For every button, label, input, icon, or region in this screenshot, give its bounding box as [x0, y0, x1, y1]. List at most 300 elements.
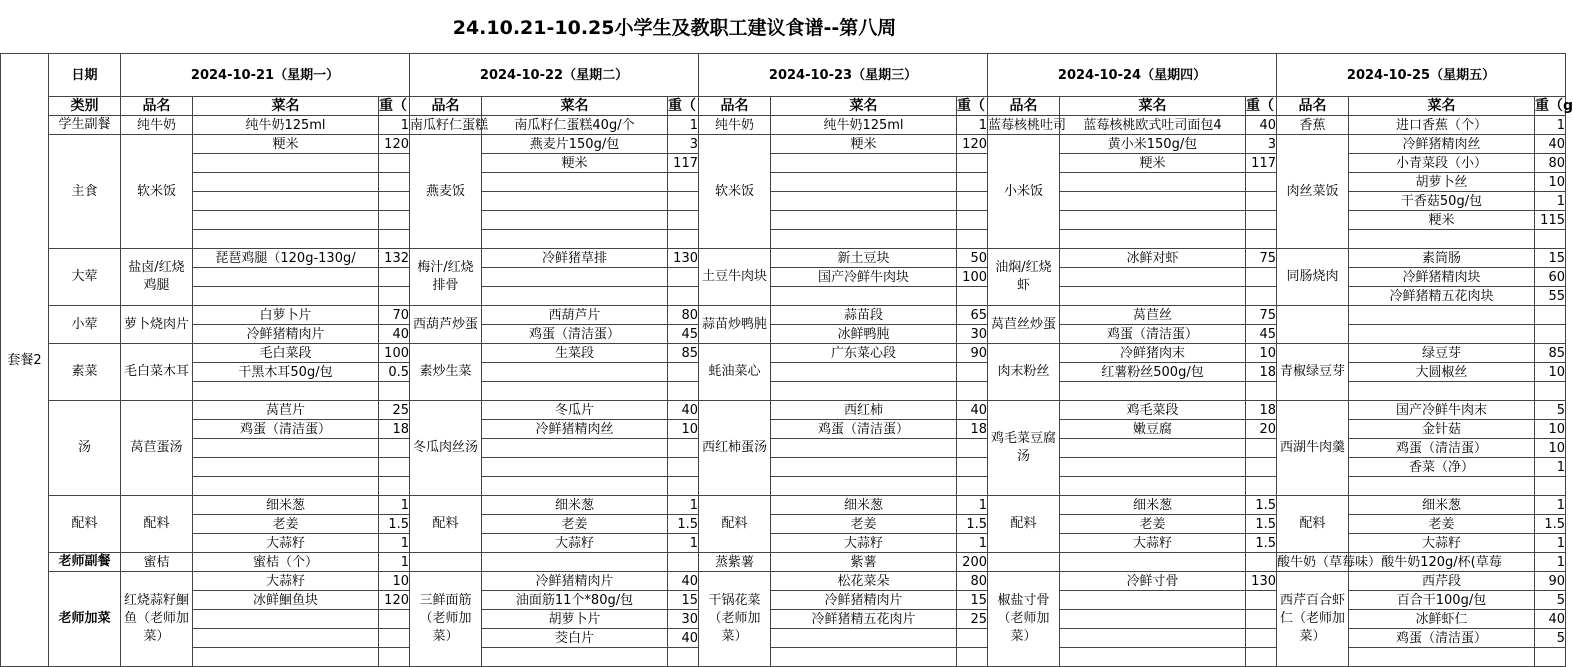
ingredient-cell: 百合干100g/包 — [1349, 591, 1535, 610]
dish-cell: 配料 — [699, 496, 771, 553]
ingredient-cell: 粳米 — [193, 135, 379, 154]
weight-cell — [668, 230, 699, 249]
weight-cell: 115 — [1535, 211, 1566, 230]
ingredient-cell — [771, 382, 957, 401]
weight-cell — [379, 287, 410, 306]
ingredient-cell: 西葫芦片 — [482, 306, 668, 325]
ingredient-cell — [193, 287, 379, 306]
ingredient-cell — [1349, 325, 1535, 344]
weight-cell: 85 — [668, 344, 699, 363]
weight-cell: 1 — [957, 116, 988, 135]
ingredient-cell: 细米葱 — [193, 496, 379, 515]
dish-cell: 冬瓜肉丝汤 — [410, 401, 482, 496]
ingredient-cell — [193, 268, 379, 287]
ingredient-cell — [1060, 591, 1246, 610]
ingredient-cell: 进口香蕉（个） — [1349, 116, 1535, 135]
table-row — [1, 249, 1566, 268]
weight-cell: 10 — [1535, 420, 1566, 439]
category-cell: 素菜 — [49, 344, 121, 401]
table-row — [1, 496, 1566, 515]
ingredient-cell: 酸牛奶120g/杯(草莓 — [1349, 553, 1535, 572]
weight-cell: 120 — [379, 135, 410, 154]
dish-cell: 西湖牛肉羹 — [1277, 401, 1349, 496]
weight-cell: 80 — [668, 306, 699, 325]
weight-cell: 1 — [1535, 458, 1566, 477]
category-header: 类别 — [49, 97, 121, 116]
weight-cell — [379, 192, 410, 211]
dish-cell: 蓝莓核桃吐司 — [988, 117, 1067, 133]
weight-cell: 25 — [957, 610, 988, 629]
ingredient-cell: 冷鲜猪草排 — [482, 249, 668, 268]
ingredient-cell — [482, 458, 668, 477]
ingredient-cell — [1349, 477, 1535, 496]
weight-cell: 1 — [668, 116, 699, 135]
table-row — [1, 306, 1566, 325]
set-label: 套餐2 — [1, 54, 49, 667]
ingredient-cell — [771, 439, 957, 458]
ingredient-cell: 西芹段 — [1349, 572, 1535, 591]
ingredient-cell: 粳米 — [771, 135, 957, 154]
ingredient-header: 菜名 — [1060, 97, 1246, 116]
weight-cell: 40 — [668, 629, 699, 648]
ingredient-cell: 紫薯 — [771, 553, 957, 572]
ingredient-cell: 南瓜籽仁蛋糕40g/个 — [482, 116, 668, 135]
weight-cell: 5 — [1535, 591, 1566, 610]
weight-cell — [1246, 268, 1277, 287]
weight-cell — [379, 154, 410, 173]
weight-cell — [379, 610, 410, 629]
ingredient-cell: 琵琶鸡腿（120g-130g/ — [193, 249, 379, 268]
ingredient-cell: 鸡蛋（清洁蛋） — [482, 325, 668, 344]
ingredient-cell: 小青菜段（小） — [1349, 154, 1535, 173]
weight-cell: 80 — [957, 572, 988, 591]
ingredient-cell — [1060, 553, 1246, 572]
day-header: 2024-10-21（星期一） — [121, 54, 410, 97]
ingredient-cell: 老姜 — [193, 515, 379, 534]
ingredient-cell: 胡萝卜片 — [482, 610, 668, 629]
ingredient-cell — [1060, 382, 1246, 401]
weight-cell: 10 — [379, 572, 410, 591]
dish-cell: 椒盐寸骨（老师加菜） — [988, 572, 1060, 667]
ingredient-cell — [1060, 610, 1246, 629]
weight-cell: 18 — [1246, 401, 1277, 420]
ingredient-cell — [482, 363, 668, 382]
dish-cell: 土豆牛肉块 — [699, 249, 771, 306]
ingredient-header: 菜名 — [482, 97, 668, 116]
ingredient-cell: 大蒜籽 — [1060, 534, 1246, 553]
weight-cell: 200 — [957, 553, 988, 572]
date-label: 日期 — [49, 54, 121, 97]
ingredient-cell: 细米葱 — [482, 496, 668, 515]
weight-header: 重（ — [957, 97, 988, 116]
ingredient-cell: 老姜 — [1060, 515, 1246, 534]
weight-cell — [668, 211, 699, 230]
ingredient-cell: 冰鲜鮰鱼块 — [193, 591, 379, 610]
ingredient-cell: 细米葱 — [1349, 496, 1535, 515]
ingredient-cell: 香菜（净） — [1349, 458, 1535, 477]
weight-cell: 1 — [1535, 192, 1566, 211]
ingredient-cell: 大蒜籽 — [193, 572, 379, 591]
dish-cell: 配料 — [988, 496, 1060, 553]
table-row — [1, 116, 1566, 135]
category-cell: 老师副餐 — [49, 553, 121, 572]
weight-cell — [1535, 648, 1566, 667]
ingredient-cell: 莴苣片 — [193, 401, 379, 420]
ingredient-cell: 鸡蛋（清洁蛋） — [1060, 325, 1246, 344]
weight-cell: 85 — [1535, 344, 1566, 363]
ingredient-cell: 大蒜籽 — [193, 534, 379, 553]
weight-header: 重（ — [1246, 97, 1277, 116]
weight-cell: 18 — [1246, 363, 1277, 382]
weight-cell: 1.5 — [1246, 534, 1277, 553]
weight-cell — [957, 477, 988, 496]
ingredient-cell: 冷鲜猪精肉丝 — [1349, 135, 1535, 154]
dish-cell: 肉末粉丝 — [988, 344, 1060, 401]
ingredient-cell: 松花菜朵 — [771, 572, 957, 591]
ingredient-cell — [193, 610, 379, 629]
ingredient-cell — [771, 192, 957, 211]
dish-header: 品名 — [988, 97, 1060, 116]
table-row — [1, 401, 1566, 420]
ingredient-cell — [482, 192, 668, 211]
ingredient-header: 菜名 — [1349, 97, 1535, 116]
weight-cell — [957, 439, 988, 458]
weight-cell: 1 — [668, 534, 699, 553]
weight-cell — [379, 477, 410, 496]
ingredient-cell: 黄小米150g/包 — [1060, 135, 1246, 154]
ingredient-cell: 细米葱 — [771, 496, 957, 515]
dish-cell: 燕麦饭 — [410, 135, 482, 249]
dish-cell: 青椒绿豆芽 — [1277, 344, 1349, 401]
weight-cell: 1 — [957, 534, 988, 553]
weight-cell: 15 — [957, 591, 988, 610]
weight-cell — [1246, 230, 1277, 249]
ingredient-cell — [771, 648, 957, 667]
ingredient-cell — [482, 477, 668, 496]
ingredient-cell: 老姜 — [482, 515, 668, 534]
day-header: 2024-10-22（星期二） — [410, 54, 699, 97]
table-row — [1, 344, 1566, 363]
weight-cell — [1535, 306, 1566, 325]
weight-cell: 1 — [379, 116, 410, 135]
ingredient-cell: 粳米 — [1349, 211, 1535, 230]
weight-cell — [957, 154, 988, 173]
ingredient-cell: 毛白菜段 — [193, 344, 379, 363]
weight-cell: 18 — [957, 420, 988, 439]
weight-cell: 3 — [668, 135, 699, 154]
weight-cell — [1246, 287, 1277, 306]
ingredient-cell: 冷鲜猪精肉片 — [193, 325, 379, 344]
weight-header: 重（g — [1535, 97, 1573, 114]
weight-cell: 1 — [1535, 534, 1566, 553]
weight-cell — [379, 211, 410, 230]
ingredient-cell — [1060, 268, 1246, 287]
ingredient-cell — [1060, 629, 1246, 648]
weight-cell — [1246, 477, 1277, 496]
weight-cell — [1246, 553, 1277, 572]
weight-cell — [1246, 458, 1277, 477]
weight-cell — [957, 458, 988, 477]
dish-cell: 盐卤/红烧鸡腿 — [121, 249, 193, 306]
ingredient-cell: 大圆椒丝 — [1349, 363, 1535, 382]
dish-cell: 梅汁/红烧排骨 — [410, 249, 482, 306]
ingredient-cell: 燕麦片150g/包 — [482, 135, 668, 154]
dish-header: 品名 — [121, 97, 193, 116]
category-cell: 老师加菜 — [49, 572, 121, 667]
ingredient-cell: 冷鲜猪精肉片 — [482, 572, 668, 591]
weight-cell: 1.5 — [668, 515, 699, 534]
weight-cell: 40 — [1535, 610, 1566, 629]
dish-cell: 配料 — [1277, 496, 1349, 553]
ingredient-cell — [1060, 192, 1246, 211]
weight-cell: 1.5 — [1535, 515, 1566, 534]
weight-cell — [1246, 591, 1277, 610]
ingredient-cell: 细米葱 — [1060, 496, 1246, 515]
ingredient-cell: 冷鲜猪精肉片 — [771, 591, 957, 610]
weight-cell — [1246, 211, 1277, 230]
weight-cell: 70 — [379, 306, 410, 325]
weight-cell — [379, 648, 410, 667]
ingredient-cell — [771, 458, 957, 477]
category-cell: 主食 — [49, 135, 121, 249]
ingredient-cell: 老姜 — [771, 515, 957, 534]
ingredient-cell: 粳米 — [482, 154, 668, 173]
ingredient-cell: 茭白片 — [482, 629, 668, 648]
weight-cell: 50 — [957, 249, 988, 268]
ingredient-cell — [1349, 306, 1535, 325]
ingredient-header: 菜名 — [193, 97, 379, 116]
weight-cell — [957, 382, 988, 401]
weight-cell: 45 — [1246, 325, 1277, 344]
weight-cell: 120 — [379, 591, 410, 610]
weight-cell: 1 — [1535, 553, 1566, 572]
ingredient-cell: 西红柿 — [771, 401, 957, 420]
weight-cell — [1535, 477, 1566, 496]
category-cell: 汤 — [49, 401, 121, 496]
ingredient-cell: 冷鲜猪精肉块 — [1349, 268, 1535, 287]
weight-cell: 1 — [1535, 116, 1566, 135]
ingredient-cell: 鸡蛋（清洁蛋） — [193, 420, 379, 439]
ingredient-cell: 粳米 — [1060, 154, 1246, 173]
dish-cell: 油焖/红烧虾 — [988, 249, 1060, 306]
ingredient-cell — [193, 192, 379, 211]
weight-cell: 1 — [668, 496, 699, 515]
ingredient-cell: 大蒜籽 — [1349, 534, 1535, 553]
ingredient-cell: 广东菜心段 — [771, 344, 957, 363]
weight-cell — [668, 192, 699, 211]
ingredient-cell: 鸡毛菜段 — [1060, 401, 1246, 420]
ingredient-cell — [1349, 230, 1535, 249]
ingredient-cell: 冰鲜虾仁 — [1349, 610, 1535, 629]
weight-cell: 80 — [1535, 154, 1566, 173]
ingredient-cell: 冷鲜猪精五花肉块 — [1349, 287, 1535, 306]
ingredient-cell — [193, 211, 379, 230]
ingredient-cell: 国产冷鲜牛肉末 — [1349, 401, 1535, 420]
weight-cell: 25 — [379, 401, 410, 420]
weight-cell — [668, 458, 699, 477]
ingredient-cell — [193, 477, 379, 496]
dish-cell: 肉丝菜饭 — [1277, 135, 1349, 249]
weight-cell: 20 — [1246, 420, 1277, 439]
weight-cell — [379, 629, 410, 648]
weight-cell — [379, 173, 410, 192]
ingredient-cell — [482, 382, 668, 401]
weight-cell: 130 — [668, 249, 699, 268]
ingredient-cell — [1349, 382, 1535, 401]
weight-cell — [957, 287, 988, 306]
dish-cell — [988, 553, 1060, 572]
ingredient-cell — [193, 382, 379, 401]
ingredient-cell: 干黑木耳50g/包 — [193, 363, 379, 382]
ingredient-cell — [193, 629, 379, 648]
weight-cell — [668, 363, 699, 382]
weight-cell: 75 — [1246, 306, 1277, 325]
ingredient-cell — [482, 553, 668, 572]
ingredient-cell — [771, 211, 957, 230]
weight-cell: 30 — [668, 610, 699, 629]
weight-cell — [1535, 382, 1566, 401]
dish-cell: 红烧蒜籽鮰鱼（老师加菜） — [121, 572, 193, 667]
ingredient-cell: 蓝莓核桃欧式吐司面包4 — [1060, 116, 1246, 135]
dish-header: 品名 — [699, 97, 771, 116]
weight-cell — [957, 173, 988, 192]
dish-cell: 蒸紫薯 — [699, 553, 771, 572]
weight-cell — [957, 363, 988, 382]
dish-cell: 配料 — [121, 496, 193, 553]
weight-cell — [957, 230, 988, 249]
ingredient-cell — [1060, 477, 1246, 496]
dish-cell — [410, 553, 482, 572]
weight-cell — [1535, 230, 1566, 249]
weight-cell — [1246, 629, 1277, 648]
weight-cell — [668, 287, 699, 306]
category-cell: 配料 — [49, 496, 121, 553]
ingredient-cell — [771, 363, 957, 382]
category-cell: 大荤 — [49, 249, 121, 306]
ingredient-cell — [1060, 230, 1246, 249]
weight-cell: 100 — [957, 268, 988, 287]
dish-cell: 西葫芦炒蛋 — [410, 306, 482, 344]
dish-cell: 素炒生菜 — [410, 344, 482, 401]
weight-cell: 1 — [379, 496, 410, 515]
weight-cell: 1 — [379, 553, 410, 572]
weight-cell — [1535, 325, 1566, 344]
dish-cell: 小米饭 — [988, 135, 1060, 249]
weight-cell — [957, 211, 988, 230]
ingredient-cell — [482, 268, 668, 287]
ingredient-cell — [771, 287, 957, 306]
ingredient-cell — [1060, 648, 1246, 667]
dish-cell: 蒜苗炒鸭肫 — [699, 306, 771, 344]
weight-cell — [379, 458, 410, 477]
dish-cell: 西芹百合虾仁（老师加菜） — [1277, 572, 1349, 667]
dish-cell: 纯牛奶 — [699, 116, 771, 135]
ingredient-cell: 大蒜籽 — [482, 534, 668, 553]
ingredient-cell: 素筒肠 — [1349, 249, 1535, 268]
ingredient-cell: 冷鲜猪肉末 — [1060, 344, 1246, 363]
ingredient-cell: 冷鲜猪精肉丝 — [482, 420, 668, 439]
ingredient-cell — [482, 173, 668, 192]
ingredient-cell: 红薯粉丝500g/包 — [1060, 363, 1246, 382]
weight-cell — [1246, 648, 1277, 667]
weight-cell: 45 — [668, 325, 699, 344]
weight-cell — [379, 230, 410, 249]
weight-cell: 90 — [957, 344, 988, 363]
dish-cell: 萝卜烧肉片 — [121, 306, 193, 344]
weight-cell — [668, 553, 699, 572]
weight-cell — [1246, 382, 1277, 401]
weight-cell — [668, 648, 699, 667]
ingredient-cell — [193, 458, 379, 477]
weight-cell: 1.5 — [1246, 496, 1277, 515]
ingredient-cell — [1060, 173, 1246, 192]
ingredient-cell — [193, 230, 379, 249]
ingredient-cell — [771, 154, 957, 173]
dish-cell: 毛白菜木耳 — [121, 344, 193, 401]
date-row — [1, 54, 1566, 97]
ingredient-cell: 绿豆芽 — [1349, 344, 1535, 363]
dish-cell: 三鲜面筋（老师加菜） — [410, 572, 482, 667]
sheet-title: 24.10.21-10.25小学生及教职工建议食谱--第八周 — [0, 0, 1349, 54]
weight-cell: 40 — [668, 401, 699, 420]
weight-cell — [1246, 610, 1277, 629]
ingredient-cell: 新土豆块 — [771, 249, 957, 268]
dish-cell: 同肠烧肉 — [1277, 249, 1349, 306]
day-header: 2024-10-24（星期四） — [988, 54, 1277, 97]
weight-cell: 10 — [1246, 344, 1277, 363]
ingredient-cell — [193, 439, 379, 458]
weight-cell: 30 — [957, 325, 988, 344]
menu-table — [0, 53, 1573, 667]
dish-cell: 干锅花菜（老师加菜） — [699, 572, 771, 667]
weight-cell: 1.5 — [957, 515, 988, 534]
ingredient-cell — [1060, 458, 1246, 477]
ingredient-cell: 冷鲜寸骨 — [1060, 572, 1246, 591]
ingredient-cell: 冬瓜片 — [482, 401, 668, 420]
weight-cell: 65 — [957, 306, 988, 325]
category-cell: 小荤 — [49, 306, 121, 344]
ingredient-cell: 鸡蛋（清洁蛋） — [1349, 439, 1535, 458]
weight-cell: 15 — [1535, 249, 1566, 268]
weight-cell: 75 — [1246, 249, 1277, 268]
weight-cell: 1 — [379, 534, 410, 553]
ingredient-header: 菜名 — [771, 97, 957, 116]
category-cell: 学生副餐 — [49, 116, 121, 135]
weight-cell — [957, 629, 988, 648]
weight-cell — [957, 192, 988, 211]
table-row — [1, 553, 1566, 572]
sub-header-row — [1, 97, 1566, 116]
weight-cell: 120 — [957, 135, 988, 154]
dish-cell: 香蕉 — [1277, 116, 1349, 135]
ingredient-cell — [1060, 211, 1246, 230]
dish-cell: 鸡毛菜豆腐汤 — [988, 401, 1060, 496]
dish-cell: 莴苣蛋汤 — [121, 401, 193, 496]
ingredient-cell: 莴苣丝 — [1060, 306, 1246, 325]
ingredient-cell — [1060, 287, 1246, 306]
weight-cell: 40 — [1535, 135, 1566, 154]
weight-cell: 130 — [1246, 572, 1277, 591]
weight-cell: 15 — [668, 591, 699, 610]
weight-cell — [379, 268, 410, 287]
weight-cell: 10 — [1535, 439, 1566, 458]
weight-cell — [379, 382, 410, 401]
ingredient-cell: 冰鲜鸭肫 — [771, 325, 957, 344]
dish-cell — [1277, 306, 1349, 344]
weight-cell: 100 — [379, 344, 410, 363]
ingredient-cell: 白萝卜片 — [193, 306, 379, 325]
weight-cell: 60 — [1535, 268, 1566, 287]
